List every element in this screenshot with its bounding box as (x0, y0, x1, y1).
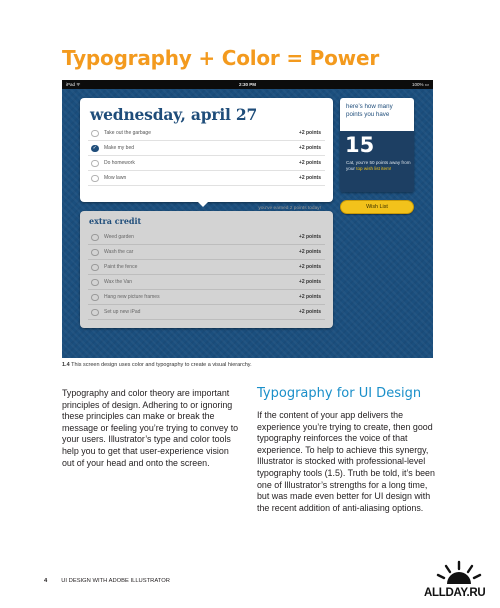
task-label: Mow lawn (104, 175, 127, 181)
task-list (88, 126, 325, 186)
task-points: +2 points (298, 234, 321, 240)
task-label: Wash the car (104, 249, 134, 255)
extra-task-list (88, 230, 325, 320)
watermark-text: ALLDAY.RU (424, 587, 486, 599)
extra-task-row[interactable] (88, 305, 325, 320)
task-points: +2 points (298, 309, 321, 315)
sun-icon (434, 560, 484, 586)
extra-task-row[interactable] (88, 290, 325, 305)
task-label: Set up new iPad (104, 309, 141, 315)
check-icon[interactable] (91, 294, 99, 302)
ipad-screenshot (62, 80, 433, 358)
battery-indicator: 100% ▭ (411, 82, 429, 87)
task-points: +2 points (298, 249, 321, 255)
task-row[interactable] (88, 126, 325, 141)
task-label: Make my bed (104, 145, 135, 151)
points-message (346, 160, 412, 172)
section-heading: Typography for UI Design (257, 386, 422, 401)
today-card (80, 98, 333, 211)
task-points: +2 points (298, 294, 321, 300)
check-icon[interactable] (91, 175, 99, 183)
page-footer (44, 578, 170, 584)
caption-number: 1.4 (62, 362, 70, 368)
check-icon[interactable] (91, 234, 99, 242)
extra-task-row[interactable] (88, 275, 325, 290)
task-points: +2 points (298, 145, 321, 151)
task-row[interactable] (88, 156, 325, 171)
check-icon[interactable] (91, 264, 99, 272)
caption-text: This screen design uses color and typography to create a visual hierarchy. (69, 362, 252, 368)
task-label: Paint the fence (104, 264, 138, 270)
task-label: Wax the Van (104, 279, 133, 285)
task-label: Do homework (104, 160, 135, 166)
check-icon[interactable] (91, 279, 99, 287)
extra-task-row[interactable] (88, 230, 325, 245)
task-points: +2 points (298, 130, 321, 136)
check-icon[interactable] (91, 160, 99, 168)
earned-points-note: you’ve earned 2 points today! (258, 206, 321, 211)
check-icon[interactable] (91, 309, 99, 317)
points-value: 15 (345, 133, 375, 157)
extra-task-row[interactable] (88, 245, 325, 260)
task-row[interactable] (88, 141, 325, 156)
section-paragraph: If the content of your app delivers the experience you’re trying to create, then good typography reinforces the voice of that experience. To help to achieve this synergy, Illustrator is stocked with professional-level typography tools (1.5). Truth be told, it’s been one of Illustrator’s strengths for a long time, but was made even better for UI design with the recent addition of anti-aliasing options. (257, 410, 435, 513)
task-points: +2 points (298, 160, 321, 166)
points-panel (340, 131, 414, 192)
running-footer: UI DESIGN WITH ADOBE ILLUSTRATOR (61, 578, 170, 584)
task-label: Hang new picture frames (104, 294, 160, 300)
page-number: 4 (44, 578, 48, 584)
extra-task-row[interactable] (88, 260, 325, 275)
points-message-highlight: top wish list item! (356, 166, 392, 171)
device-label: iPad ᯤ (66, 82, 81, 87)
task-points: +2 points (298, 279, 321, 285)
task-row[interactable] (88, 171, 325, 186)
page-title: Typography + Color = Power (62, 46, 379, 70)
status-time: 2:30 PM (238, 82, 256, 87)
points-summary (340, 98, 414, 192)
day-title: wednesday, april 27 (90, 105, 258, 124)
check-icon[interactable] (91, 249, 99, 257)
task-points: +2 points (298, 175, 321, 181)
intro-paragraph: Typography and color theory are important principles of design. Adhering to or ignoring these principles can make or break the message or feeling you’re trying to convey to your users. Illustrator’s type and color tools help you to get that user-experience vision out of your head and onto the screen. (62, 388, 239, 468)
task-label: Weed garden (104, 234, 134, 240)
wish-list-button[interactable]: Wish List (340, 200, 414, 214)
figure-caption (62, 362, 433, 368)
watermark-logo (420, 560, 500, 608)
extra-credit-card (80, 211, 333, 328)
points-message-text: Cat, you’re 50 points away from your (346, 160, 411, 171)
task-label: Take out the garbage (104, 130, 151, 136)
points-heading: here’s how many points you have (340, 98, 414, 131)
check-icon[interactable]: ✓ (92, 144, 97, 151)
ipad-status-bar (62, 80, 433, 89)
extra-credit-title: extra credit (89, 216, 142, 226)
check-icon[interactable] (91, 130, 99, 138)
task-points: +2 points (298, 264, 321, 270)
